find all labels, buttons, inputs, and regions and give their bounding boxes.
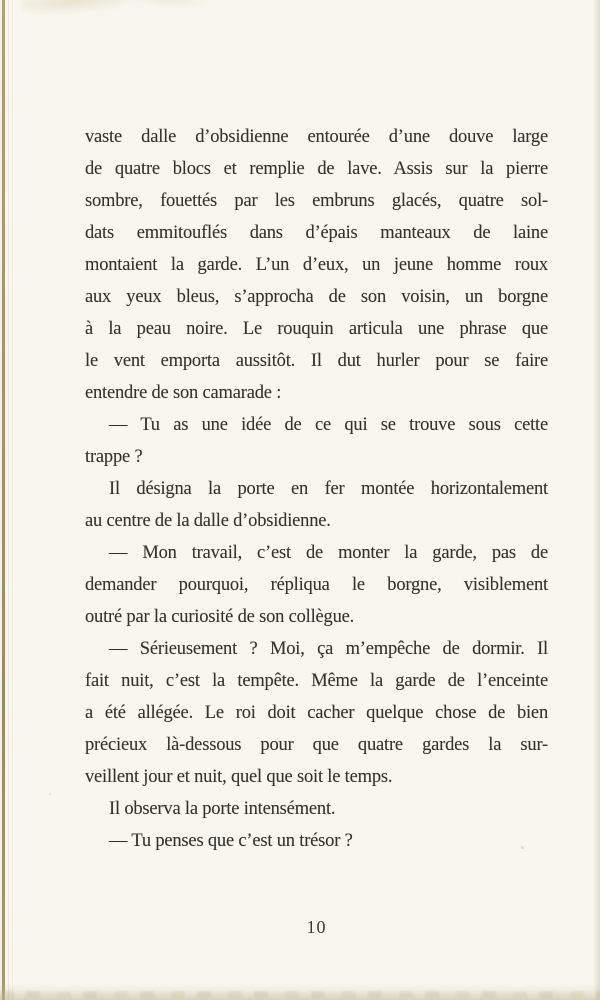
paragraph [85, 825, 548, 857]
text-line: le vent emporta aussitôt. Il dut hurler pour se faire [85, 351, 548, 371]
paper-speck [49, 793, 51, 795]
text-line: fait nuit, c’est la tempête. Même la garde de l’enceinte [85, 671, 548, 691]
text-line: sombre, fouettés par les embruns glacés, quatre sol- [85, 191, 548, 211]
paper-right-edge [593, 0, 600, 1000]
text-line: — Tu as une idée de ce qui se trouve sous cette [109, 415, 548, 435]
paragraph [85, 793, 548, 825]
text-line: dats emmitouflés dans d’épais manteaux de laine [85, 223, 548, 243]
paper-bottom-edge-texture [0, 991, 600, 998]
page-curl-line [12, 0, 13, 1000]
text-line: trappe ? [85, 447, 143, 467]
text-line: outré par la curiosité de son collègue. [85, 607, 355, 627]
text-line: a été allégée. Le roi doit cacher quelque chose de bien [85, 703, 548, 723]
text-line: à la peau noire. Le rouquin articula une phrase que [85, 319, 548, 339]
text-line: veillent jour et nuit, quel que soit le temps. [85, 767, 393, 787]
page-curl-line [8, 0, 9, 1000]
text-line: au centre de la dalle d’obsidienne. [85, 511, 331, 531]
text-line: — Tu penses que c’est un trésor ? [109, 831, 353, 851]
paragraph [85, 121, 548, 409]
text-line: Il désigna la porte en fer montée horizontalement [109, 479, 548, 499]
text-line: précieux là-dessous pour que quatre gardes la sur- [85, 735, 548, 755]
page-curl-shading [5, 0, 17, 1000]
paragraph [85, 473, 548, 537]
text-line: entendre de son camarade : [85, 383, 282, 403]
text-line: — Mon travail, c’est de monter la garde, pas de [109, 543, 548, 563]
text-line: aux yeux bleus, s’approcha de son voisin, un borgne [85, 287, 548, 307]
paragraph [85, 409, 548, 473]
text-block [85, 121, 548, 857]
text-line: vaste dalle d’obsidienne entourée d’une douve large [85, 127, 548, 147]
page-number: 10 [306, 917, 327, 937]
text-line: Il observa la porte intensément. [109, 799, 336, 819]
book-spine-edge [2, 0, 5, 1000]
paragraph [85, 633, 548, 793]
text-line: de quatre blocs et remplie de lave. Assis sur la pierre [85, 159, 548, 179]
text-line: demander pourquoi, répliqua le borgne, visiblement [85, 575, 548, 595]
paragraph [85, 537, 548, 633]
text-line: montaient la garde. L’un d’eux, un jeune homme roux [85, 255, 548, 275]
text-line: — Sérieusement ? Moi, ça m’empêche de dormir. Il [109, 639, 548, 659]
